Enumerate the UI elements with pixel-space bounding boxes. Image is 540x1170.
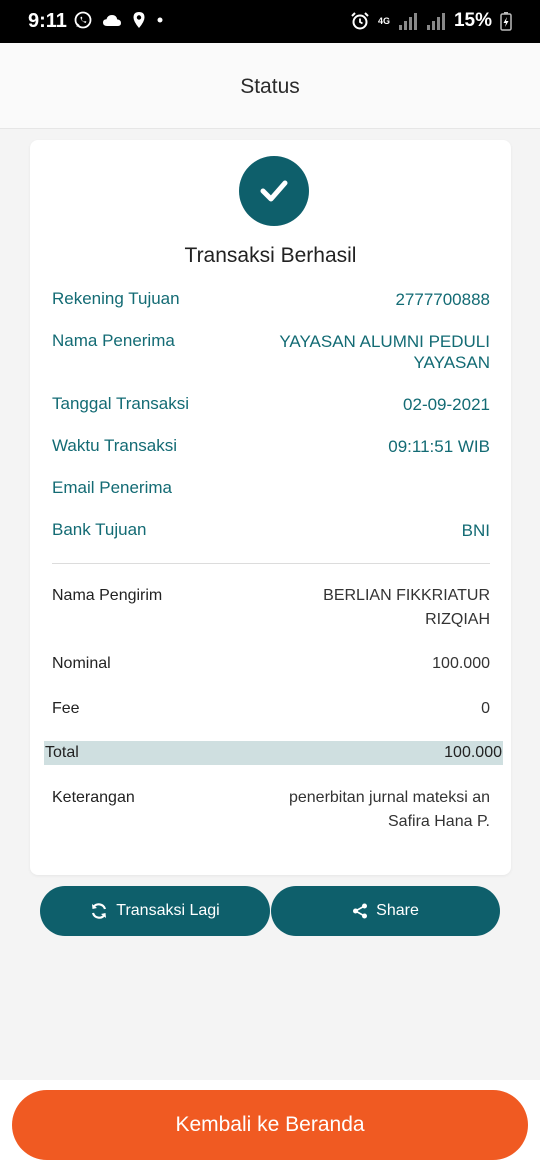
tanggal-transaksi-label: Tanggal Transaksi xyxy=(52,394,190,413)
signal-icon xyxy=(398,12,418,30)
bank-tujuan-label: Bank Tujuan xyxy=(52,520,147,539)
total-label: Total xyxy=(45,744,79,761)
nama-pengirim-value xyxy=(323,584,490,632)
page-title: Status xyxy=(240,75,300,98)
nama-penerima-label: Nama Penerima xyxy=(52,331,175,350)
refresh-icon xyxy=(90,902,108,920)
transaction-status-title: Transaksi Berhasil xyxy=(184,244,357,267)
system-status-bar xyxy=(0,0,540,43)
transaksi-lagi-button[interactable] xyxy=(40,886,270,936)
share-label: Share xyxy=(376,902,419,919)
waktu-transaksi-row xyxy=(52,436,490,457)
nominal-label: Nominal xyxy=(52,655,111,672)
keterangan-row xyxy=(52,786,490,834)
fee-value: 0 xyxy=(481,700,490,717)
kembali-ke-beranda-button[interactable] xyxy=(12,1090,528,1160)
nama-pengirim-value-line1: BERLIAN FIKKRIATUR xyxy=(323,587,490,604)
nama-pengirim-value-line2: RIZQIAH xyxy=(425,611,490,628)
notification-icons xyxy=(74,11,164,29)
transaction-receipt-card xyxy=(30,140,511,875)
nama-penerima-row xyxy=(52,331,490,373)
dot-icon xyxy=(156,16,164,24)
waktu-transaksi-value: 09:11:51 WIB xyxy=(388,437,490,456)
nama-penerima-value-line2: YAYASAN xyxy=(413,353,490,372)
location-pin-icon xyxy=(132,11,146,29)
nama-penerima-value xyxy=(279,331,490,373)
keterangan-value xyxy=(289,786,490,834)
battery-charging-icon xyxy=(500,11,512,31)
keterangan-label: Keterangan xyxy=(52,789,135,806)
battery-percentage: 15% xyxy=(453,10,492,31)
fee-label: Fee xyxy=(52,700,80,717)
alarm-icon xyxy=(350,11,370,31)
app-bar xyxy=(0,43,540,129)
cloud-icon xyxy=(102,13,122,27)
nominal-value: 100.000 xyxy=(432,655,490,672)
bank-tujuan-value: BNI xyxy=(461,521,490,540)
transaksi-lagi-label: Transaksi Lagi xyxy=(116,902,220,919)
success-check-icon xyxy=(239,156,309,226)
nama-penerima-value-line1: YAYASAN ALUMNI PEDULI xyxy=(279,332,490,351)
rekening-tujuan-row xyxy=(52,289,490,310)
email-penerima-label: Email Penerima xyxy=(52,478,172,497)
rekening-tujuan-value: 2777700888 xyxy=(395,290,490,309)
keterangan-value-line1: penerbitan jurnal mateksi an xyxy=(288,789,490,806)
section-divider xyxy=(52,563,490,564)
total-value: 100.000 xyxy=(444,744,502,761)
kembali-ke-beranda-label: Kembali ke Beranda xyxy=(175,1113,365,1136)
network-type-label: 4G xyxy=(377,15,390,26)
nama-pengirim-label: Nama Pengirim xyxy=(52,587,163,604)
waktu-transaksi-label: Waktu Transaksi xyxy=(52,436,178,455)
share-button[interactable] xyxy=(271,886,500,936)
fee-row xyxy=(52,697,490,721)
tanggal-transaksi-value: 02-09-2021 xyxy=(403,395,490,414)
signal-icon-2 xyxy=(426,12,446,30)
keterangan-value-line2: Safira Hana P. xyxy=(388,813,490,830)
email-penerima-row xyxy=(52,478,490,498)
clock: 9:11 xyxy=(28,10,67,32)
total-row xyxy=(44,741,503,765)
share-icon xyxy=(352,903,368,919)
tanggal-transaksi-row xyxy=(52,394,490,415)
bank-tujuan-row xyxy=(52,520,490,541)
nominal-row xyxy=(52,652,490,676)
system-indicators xyxy=(350,10,512,32)
whatsapp-icon xyxy=(74,11,92,29)
rekening-tujuan-label: Rekening Tujuan xyxy=(52,289,180,308)
nama-pengirim-row xyxy=(52,584,490,632)
